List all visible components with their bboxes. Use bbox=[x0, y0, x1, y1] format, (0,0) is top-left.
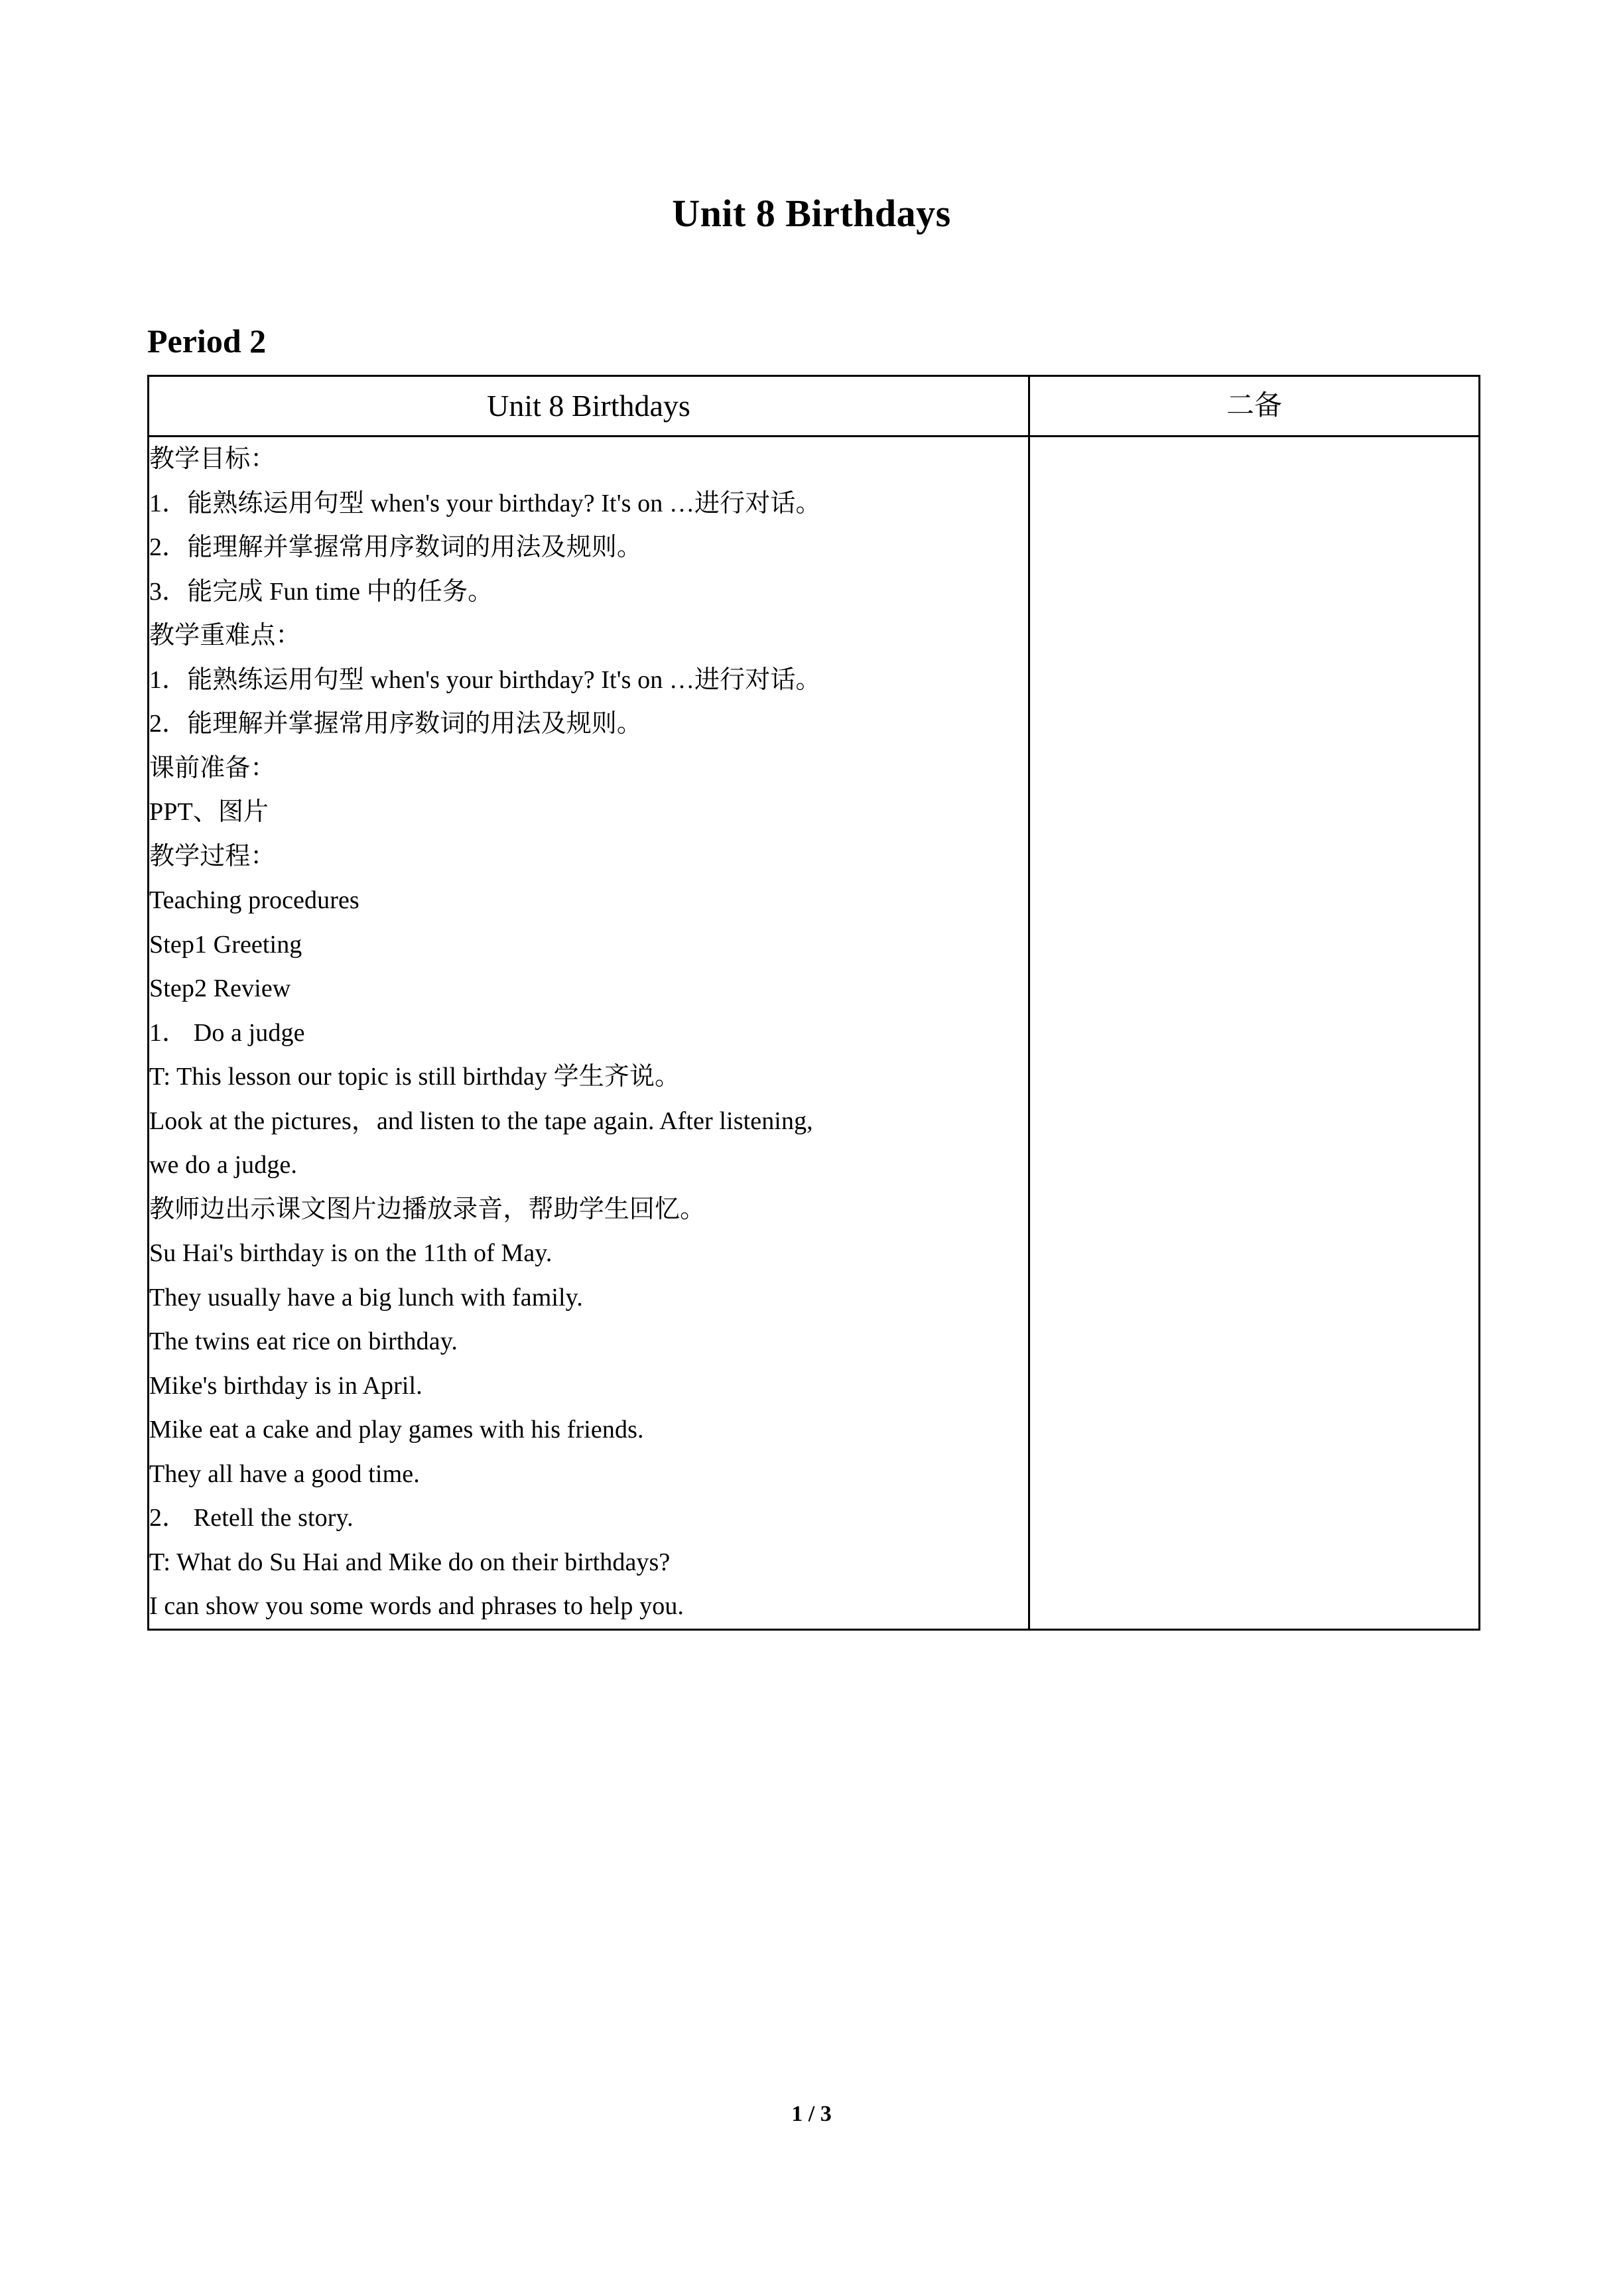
period-heading: Period 2 bbox=[147, 322, 267, 360]
list-item: Look at the pictures，and listen to the tape again. After listening, bbox=[149, 1107, 813, 1135]
list-item: Su Hai's birthday is on the 11th of May. bbox=[149, 1239, 552, 1267]
list-item: 教师边出示课文图片边播放录音，帮助学生回忆。 bbox=[149, 1195, 706, 1223]
page-title: Unit 8 Birthdays bbox=[672, 192, 951, 235]
table-body-row bbox=[149, 437, 1480, 1630]
list-item: 1．能熟练运用句型 when's your birthday? It's on …进行对话。 bbox=[149, 665, 821, 694]
list-item: Mike's birthday is in April. bbox=[149, 1371, 422, 1400]
second-preparation-cell bbox=[1029, 437, 1480, 1630]
list-item: 教学过程： bbox=[149, 842, 276, 870]
list-item: 教学重难点： bbox=[149, 622, 301, 649]
list-item: 课前准备： bbox=[149, 754, 276, 782]
list-item: I can show you some words and phrases to help you. bbox=[149, 1592, 684, 1620]
list-item: Teaching procedures bbox=[149, 886, 359, 914]
list-item: Step2 Review bbox=[149, 975, 291, 1002]
lesson-plan-table bbox=[147, 375, 1480, 1631]
page-number: 1 / 3 bbox=[791, 2102, 832, 2126]
list-item: 1．能熟练运用句型 when's your birthday? It's on …进行对话。 bbox=[149, 489, 821, 517]
list-item: 2．能理解并掌握常用序数词的用法及规则。 bbox=[149, 710, 643, 738]
list-item: 2． Retell the story. bbox=[149, 1504, 354, 1532]
list-item: we do a judge. bbox=[149, 1151, 297, 1179]
list-item: They all have a good time. bbox=[149, 1459, 420, 1488]
list-item: PPT、图片 bbox=[149, 798, 269, 826]
table-header-main: Unit 8 Birthdays bbox=[149, 376, 1029, 437]
list-item: 1． Do a judge bbox=[149, 1018, 305, 1047]
list-item: T: What do Su Hai and Mike do on their birthdays? bbox=[149, 1548, 671, 1576]
list-item: T: This lesson our topic is still birthday 学生齐说。 bbox=[149, 1063, 681, 1091]
list-item: 3．能完成 Fun time 中的任务。 bbox=[149, 577, 493, 606]
lesson-content-cell bbox=[149, 437, 1029, 1630]
list-item: 教学目标： bbox=[149, 445, 276, 473]
list-item: Step1 Greeting bbox=[149, 930, 302, 959]
list-item: 2．能理解并掌握常用序数词的用法及规则。 bbox=[149, 533, 643, 561]
table-header-side: 二备 bbox=[1029, 376, 1480, 437]
list-item: The twins eat rice on birthday. bbox=[149, 1327, 458, 1355]
table-header-row bbox=[149, 376, 1480, 437]
list-item: They usually have a big lunch with family. bbox=[149, 1283, 583, 1312]
list-item: Mike eat a cake and play games with his friends. bbox=[149, 1416, 644, 1444]
